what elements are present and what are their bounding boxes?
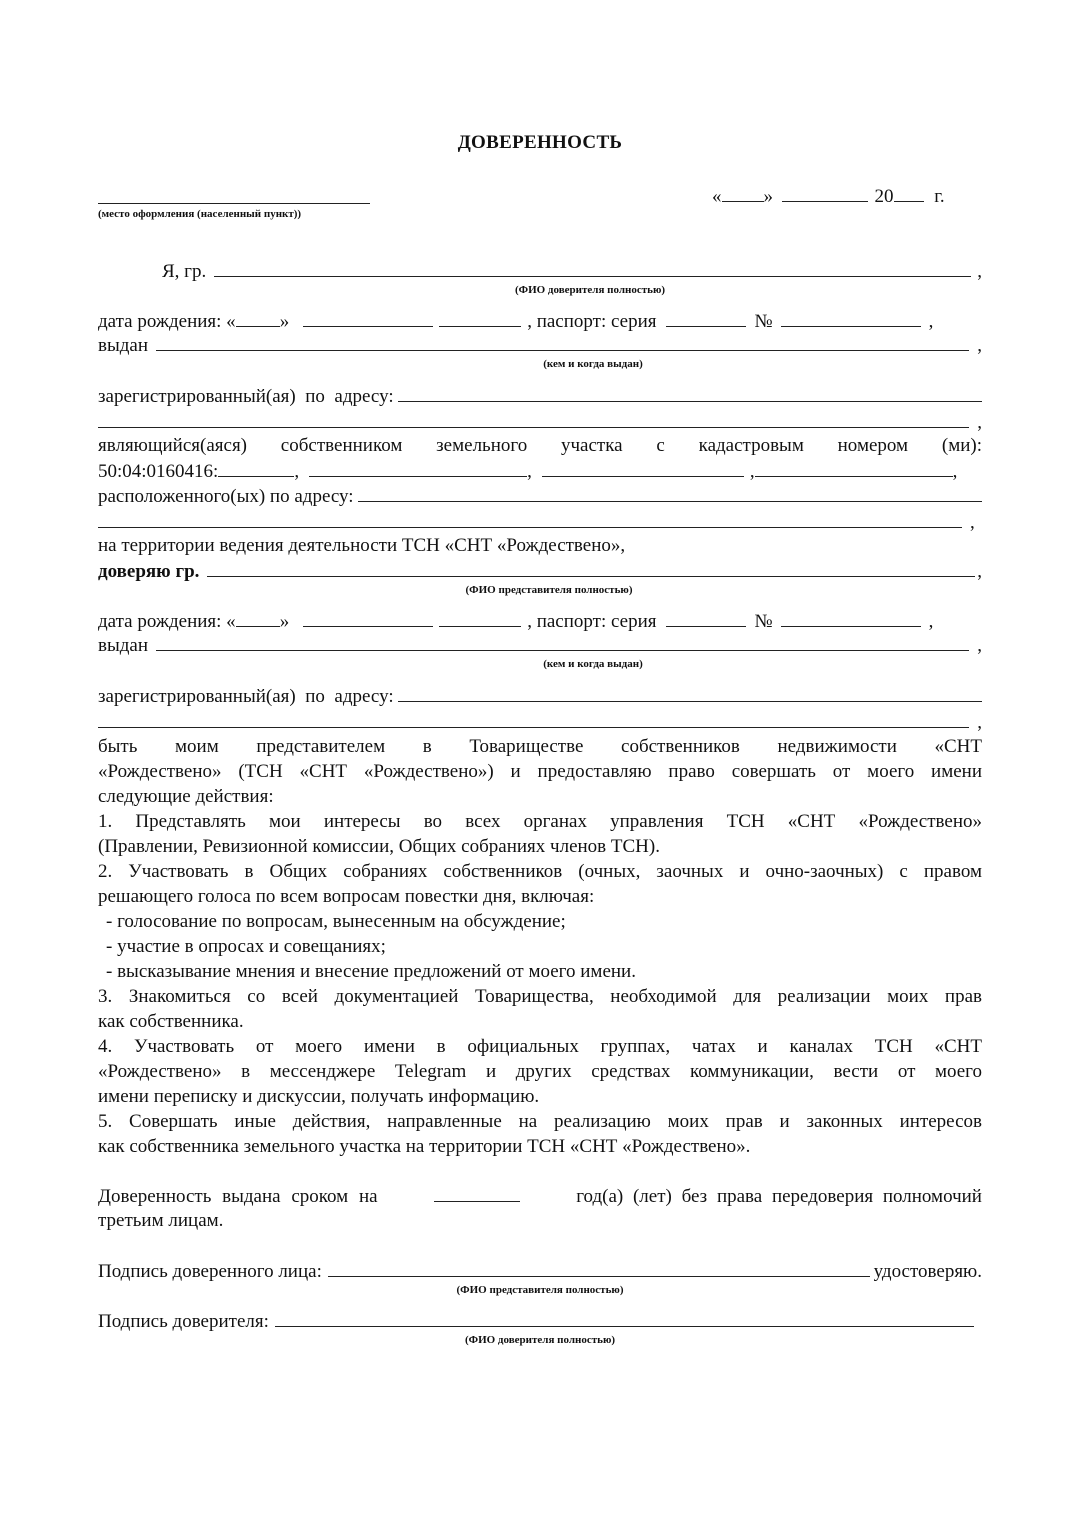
cadastral-number-field-4[interactable] <box>755 459 953 477</box>
term-row <box>98 1184 982 1209</box>
birth-close-quote: » <box>279 611 290 632</box>
term-years-field[interactable] <box>434 1184 520 1202</box>
action-item-2 <box>98 859 982 909</box>
representative-birth-day-field[interactable] <box>236 609 280 627</box>
representative-name-caption: (ФИО представителя полностью) <box>465 584 633 596</box>
registered-label: зарегистрированный(ая) по адресу: <box>98 386 394 407</box>
number-label: № <box>754 611 773 632</box>
representative-issued-caption: (кем и когда выдан) <box>543 658 643 670</box>
principal-birth-month-field[interactable] <box>303 309 433 327</box>
cadastral-prefix: 50:04:0160416: <box>98 461 219 482</box>
comma: , <box>952 461 958 482</box>
term-after: год(а) (лет) без права передоверия полномочий <box>576 1186 982 1207</box>
date-month-field[interactable] <box>782 184 868 202</box>
principal-intro: Я, гр. <box>162 261 207 282</box>
date-day-field[interactable] <box>722 184 764 202</box>
place-caption: (место оформления (населенный пункт)) <box>98 208 302 220</box>
paragraph-line: 2. Участвовать в Общих собраниях собственников (очных, заочных и очно-заочных) с правом <box>98 861 982 882</box>
issued-label: выдан <box>98 335 149 356</box>
issued-label: выдан <box>98 635 149 656</box>
paragraph-line: следующие действия: <box>98 786 274 807</box>
paragraph-line: 1. Представлять мои интересы во всех органах управления ТСН «СНТ «Рождествено» <box>98 811 982 832</box>
paragraph-line: 5. Совершать иные действия, направленные на реализацию моих прав и законных интересов <box>98 1111 982 1132</box>
principal-signature-label: Подпись доверителя: <box>98 1311 269 1332</box>
birth-label: дата рождения: « <box>98 311 236 332</box>
comma: , <box>977 635 982 656</box>
representative-address-field-1[interactable] <box>398 684 982 702</box>
principal-issued-field[interactable] <box>156 333 969 351</box>
representative-signature-row <box>98 1259 982 1284</box>
representative-name-field[interactable] <box>207 559 975 577</box>
located-row <box>98 484 982 509</box>
comma: , <box>977 335 982 356</box>
paragraph-line: быть моим представителем в Товариществе собственников недвижимости «СНТ <box>98 736 982 757</box>
principal-signature-row <box>98 1309 974 1334</box>
action-item-3 <box>98 984 982 1034</box>
paragraph-line: 3. Знакомиться со всей документацией Товарищества, необходимой для реализации моих прав <box>98 986 982 1007</box>
principal-birth-year-field[interactable] <box>439 309 521 327</box>
representative-issued-field[interactable] <box>156 633 969 651</box>
comma: , <box>928 611 934 632</box>
date-year-suffix: г. <box>934 186 945 207</box>
principal-address-field-2[interactable] <box>98 410 969 428</box>
representative-birth-passport-row <box>98 609 982 634</box>
paragraph-line: как собственника земельного участка на территории ТСН «СНТ «Рождествено». <box>98 1136 751 1157</box>
paragraph-line: «Рождествено» (ТСН «СНТ «Рождествено») и предоставляю право совершать от моего имени <box>98 761 982 782</box>
comma: , <box>977 712 982 733</box>
date-field <box>712 184 945 209</box>
principal-passport-series-field[interactable] <box>666 309 746 327</box>
sub-item: - высказывание мнения и внесение предложений от моего имени. <box>106 961 636 982</box>
principal-name-row <box>98 259 982 284</box>
document-title: ДОВЕРЕННОСТЬ <box>457 132 623 153</box>
date-open-quote: « <box>712 186 722 207</box>
representative-registered-row-2 <box>98 710 982 735</box>
cadastral-number-field-2[interactable] <box>309 459 527 477</box>
comma: , <box>977 261 982 282</box>
comma: , <box>977 412 982 433</box>
comma: , <box>294 461 300 482</box>
principal-passport-number-field[interactable] <box>781 309 921 327</box>
representative-signature-field[interactable] <box>328 1259 870 1277</box>
principal-registered-row-2 <box>98 410 982 435</box>
place-field[interactable] <box>98 203 370 204</box>
date-year-field[interactable] <box>894 184 924 202</box>
paragraph-line: «Рождествено» в мессенджере Telegram и других средствах коммуникации, вести от моего <box>98 1061 982 1082</box>
territory-text: на территории ведения деятельности ТСН «СНТ «Рождествено», <box>98 535 626 556</box>
passport-label: , паспорт: серия <box>527 311 657 332</box>
principal-issued-caption: (кем и когда выдан) <box>543 358 643 370</box>
authority-intro-paragraph <box>98 734 982 809</box>
representative-birth-year-field[interactable] <box>439 609 521 627</box>
principal-registered-row <box>98 384 982 409</box>
sub-item: - голосование по вопросам, вынесенным на обсуждение; <box>106 911 566 932</box>
principal-signature-field[interactable] <box>275 1309 974 1327</box>
certify-text: удостоверяю. <box>873 1261 982 1282</box>
comma: , <box>749 461 755 482</box>
comma: , <box>977 561 982 582</box>
representative-signature-label: Подпись доверенного лица: <box>98 1261 322 1282</box>
action-item-4 <box>98 1034 982 1109</box>
principal-issued-row <box>98 333 982 358</box>
representative-intro: доверяю гр. <box>98 561 200 582</box>
birth-close-quote: » <box>279 311 290 332</box>
land-address-field-1[interactable] <box>358 484 982 502</box>
comma: , <box>928 311 934 332</box>
sub-items-list <box>106 909 990 984</box>
representative-signature-caption: (ФИО представителя полностью) <box>456 1284 624 1296</box>
action-item-1 <box>98 809 982 859</box>
representative-issued-row <box>98 633 982 658</box>
representative-name-row <box>98 559 982 584</box>
paragraph-line: решающего голоса по всем вопросам повестки дня, включая: <box>98 886 595 907</box>
registered-label: зарегистрированный(ая) по адресу: <box>98 686 394 707</box>
action-item-5 <box>98 1109 982 1159</box>
number-label: № <box>754 311 773 332</box>
cadastral-row <box>98 459 982 484</box>
principal-name-field[interactable] <box>214 259 971 277</box>
term-before: Доверенность выдана сроком на <box>98 1186 378 1207</box>
representative-address-field-2[interactable] <box>98 710 969 728</box>
principal-birth-day-field[interactable] <box>236 309 280 327</box>
located-label: расположенного(ых) по адресу: <box>98 486 354 507</box>
comma: , <box>527 461 532 482</box>
paragraph-line: имени переписку и дискуссии, получать информацию. <box>98 1086 540 1107</box>
paragraph-line: 4. Участвовать от моего имени в официальных группах, чатах и каналах ТСН «СНТ <box>98 1036 982 1057</box>
owner-text: являющийся(аяся) собственником земельного участка с кадастровым номером (ми): <box>98 435 982 456</box>
principal-name-caption: (ФИО доверителя полностью) <box>514 284 666 296</box>
date-close-quote: » <box>763 186 773 207</box>
paragraph-line: как собственника. <box>98 1011 244 1032</box>
representative-registered-row <box>98 684 982 709</box>
comma: , <box>970 512 975 533</box>
term-line-2: третьим лицам. <box>98 1210 224 1231</box>
principal-address-field-1[interactable] <box>398 384 982 402</box>
land-address-field-2[interactable] <box>98 510 962 528</box>
cadastral-number-field-3[interactable] <box>542 459 744 477</box>
date-year-prefix: 20 <box>874 186 894 207</box>
representative-birth-month-field[interactable] <box>303 609 433 627</box>
cadastral-number-field-1[interactable] <box>218 459 294 477</box>
representative-passport-number-field[interactable] <box>781 609 921 627</box>
paragraph-line: (Правлении, Ревизионной комиссии, Общих собраниях членов ТСН). <box>98 836 660 857</box>
sub-item: - участие в опросах и совещаниях; <box>106 936 386 957</box>
principal-birth-passport-row <box>98 309 982 334</box>
representative-passport-series-field[interactable] <box>666 609 746 627</box>
birth-label: дата рождения: « <box>98 611 236 632</box>
principal-signature-caption: (ФИО доверителя полностью) <box>464 1334 616 1346</box>
located-row-2 <box>98 510 982 535</box>
passport-label: , паспорт: серия <box>527 611 657 632</box>
